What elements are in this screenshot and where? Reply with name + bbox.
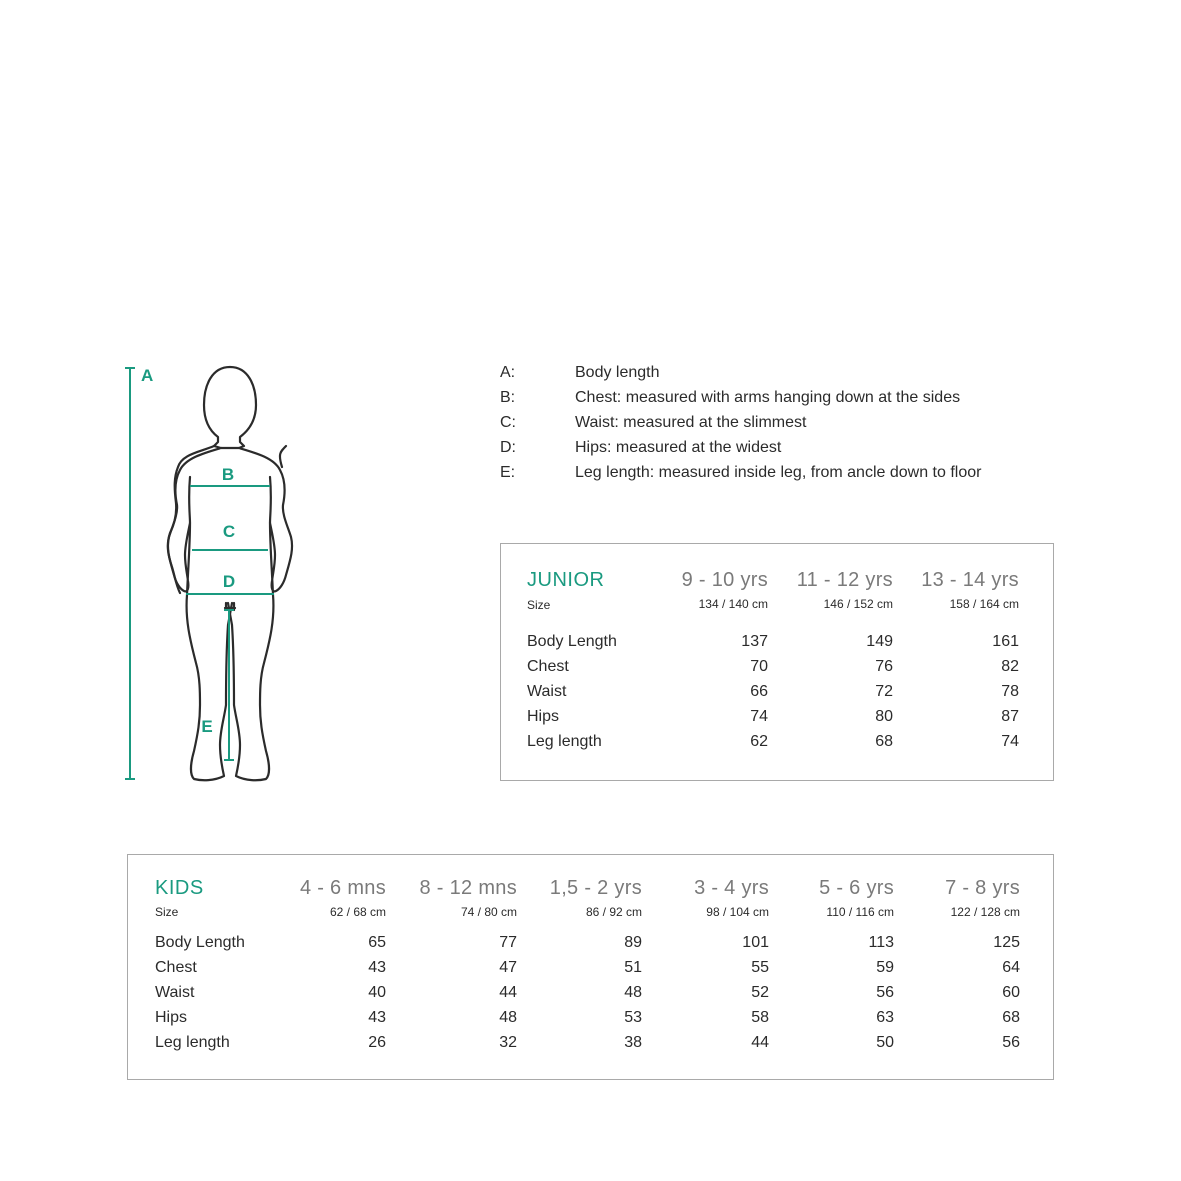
table-title: KIDS xyxy=(155,877,204,899)
table-cell: 59 xyxy=(876,959,894,976)
table-cell: 74 xyxy=(1001,733,1019,750)
size-column-header xyxy=(797,569,893,611)
table-cell: 137 xyxy=(741,633,768,650)
table-cell: 87 xyxy=(1001,708,1019,725)
table-cell: 56 xyxy=(1002,1034,1020,1051)
size-column-header xyxy=(300,877,386,919)
table-cell: 51 xyxy=(624,959,642,976)
table-cell: 56 xyxy=(876,984,894,1001)
size-column-header xyxy=(945,877,1020,919)
table-cell: 125 xyxy=(993,934,1020,951)
table-cell: 161 xyxy=(992,633,1019,650)
age-range: 4 - 6 mns xyxy=(299,877,386,899)
measurement-label: Waist xyxy=(527,683,567,700)
label-d: D xyxy=(222,572,236,591)
measurement-label: Hips xyxy=(155,1009,188,1026)
label-a: A xyxy=(141,366,154,385)
table-cell: 82 xyxy=(1001,658,1019,675)
age-range: 1,5 - 2 yrs xyxy=(549,877,642,899)
table-cell: 65 xyxy=(368,934,386,951)
table-cell: 89 xyxy=(624,934,642,951)
label-e: E xyxy=(201,717,213,736)
table-cell: 32 xyxy=(499,1034,517,1051)
legend-text: Waist: measured at the slimmest xyxy=(575,414,807,431)
table-cell: 62 xyxy=(750,733,768,750)
size-label: Size xyxy=(155,905,179,919)
table-cell: 47 xyxy=(499,959,517,976)
child-silhouette-illustration xyxy=(110,355,310,795)
measurement-label: Waist xyxy=(155,984,195,1001)
table-cell: 58 xyxy=(751,1009,769,1026)
table-cell: 43 xyxy=(368,1009,386,1026)
height-range: 158 / 164 cm xyxy=(949,597,1019,611)
age-range: 13 - 14 yrs xyxy=(921,569,1019,591)
legend-letter: C: xyxy=(500,414,516,431)
table-cell: 63 xyxy=(876,1009,894,1026)
table-cell: 101 xyxy=(742,934,769,951)
size-column-header xyxy=(420,877,517,919)
table-cell: 77 xyxy=(499,934,517,951)
height-range: 62 / 68 cm xyxy=(329,905,386,919)
size-column-header xyxy=(819,877,894,919)
table-cell: 60 xyxy=(1002,984,1020,1001)
age-range: 3 - 4 yrs xyxy=(694,877,769,899)
table-cell: 38 xyxy=(624,1034,642,1051)
table-cell: 66 xyxy=(750,683,768,700)
height-range: 122 / 128 cm xyxy=(950,905,1020,919)
size-label: Size xyxy=(527,598,551,612)
table-cell: 149 xyxy=(866,633,893,650)
table-cell: 44 xyxy=(751,1034,769,1051)
table-cell: 70 xyxy=(750,658,768,675)
measurement-label: Body Length xyxy=(155,934,245,951)
measurement-label: Hips xyxy=(527,708,560,725)
table-cell: 48 xyxy=(499,1009,517,1026)
measurement-label: Chest xyxy=(155,959,197,976)
table-cell: 55 xyxy=(751,959,769,976)
measurement-label: Leg length xyxy=(155,1034,230,1051)
body-measurement-figure xyxy=(110,355,310,795)
table-cell: 52 xyxy=(751,984,769,1001)
table-cell: 78 xyxy=(1001,683,1019,700)
table-cell: 44 xyxy=(499,984,517,1001)
age-range: 7 - 8 yrs xyxy=(945,877,1020,899)
height-range: 86 / 92 cm xyxy=(585,905,642,919)
table-cell: 80 xyxy=(875,708,893,725)
height-range: 110 / 116 cm xyxy=(826,905,894,919)
measurement-label: Chest xyxy=(527,658,569,675)
age-range: 11 - 12 yrs xyxy=(796,569,893,591)
legend-letter: B: xyxy=(500,389,516,406)
age-range: 5 - 6 yrs xyxy=(819,877,894,899)
age-range: 9 - 10 yrs xyxy=(681,569,768,591)
table-cell: 64 xyxy=(1002,959,1020,976)
measurement-label: Leg length xyxy=(527,733,602,750)
label-b: B xyxy=(221,465,235,484)
table-cell: 113 xyxy=(868,934,894,951)
junior-size-table xyxy=(500,543,1054,781)
table-cell: 26 xyxy=(368,1034,386,1051)
legend-text: Body length xyxy=(575,364,660,381)
label-c: C xyxy=(222,522,236,541)
table-cell: 43 xyxy=(368,959,386,976)
legend-text: Hips: measured at the widest xyxy=(575,439,782,456)
height-line xyxy=(125,368,135,779)
legend-letter: D: xyxy=(500,439,516,456)
table-cell: 74 xyxy=(750,708,768,725)
age-range: 8 - 12 mns xyxy=(419,877,517,899)
legend-letter: E: xyxy=(500,464,516,481)
table-cell: 40 xyxy=(368,984,386,1001)
table-cell: 53 xyxy=(624,1009,642,1026)
table-cell: 68 xyxy=(1002,1009,1020,1026)
legend-letter: A: xyxy=(500,364,516,381)
table-cell: 48 xyxy=(624,984,642,1001)
height-range: 98 / 104 cm xyxy=(706,905,769,919)
size-column-header xyxy=(921,569,1019,611)
kids-size-table xyxy=(127,854,1054,1080)
size-column-header xyxy=(694,877,769,919)
table-cell: 76 xyxy=(875,658,893,675)
height-range: 134 / 140 cm xyxy=(698,597,768,611)
table-cell: 72 xyxy=(875,683,893,700)
measurement-label: Body Length xyxy=(527,633,617,650)
size-column-header xyxy=(682,569,768,611)
legend-text: Leg length: measured inside leg, from ancle down to floor xyxy=(575,464,982,481)
height-range: 74 / 80 cm xyxy=(460,905,517,919)
height-range: 146 / 152 cm xyxy=(823,597,893,611)
legend-text: Chest: measured with arms hanging down at the sides xyxy=(575,389,961,406)
table-title: JUNIOR xyxy=(527,569,605,591)
table-cell: 68 xyxy=(875,733,893,750)
size-column-header xyxy=(550,877,642,919)
table-cell: 50 xyxy=(876,1034,894,1051)
